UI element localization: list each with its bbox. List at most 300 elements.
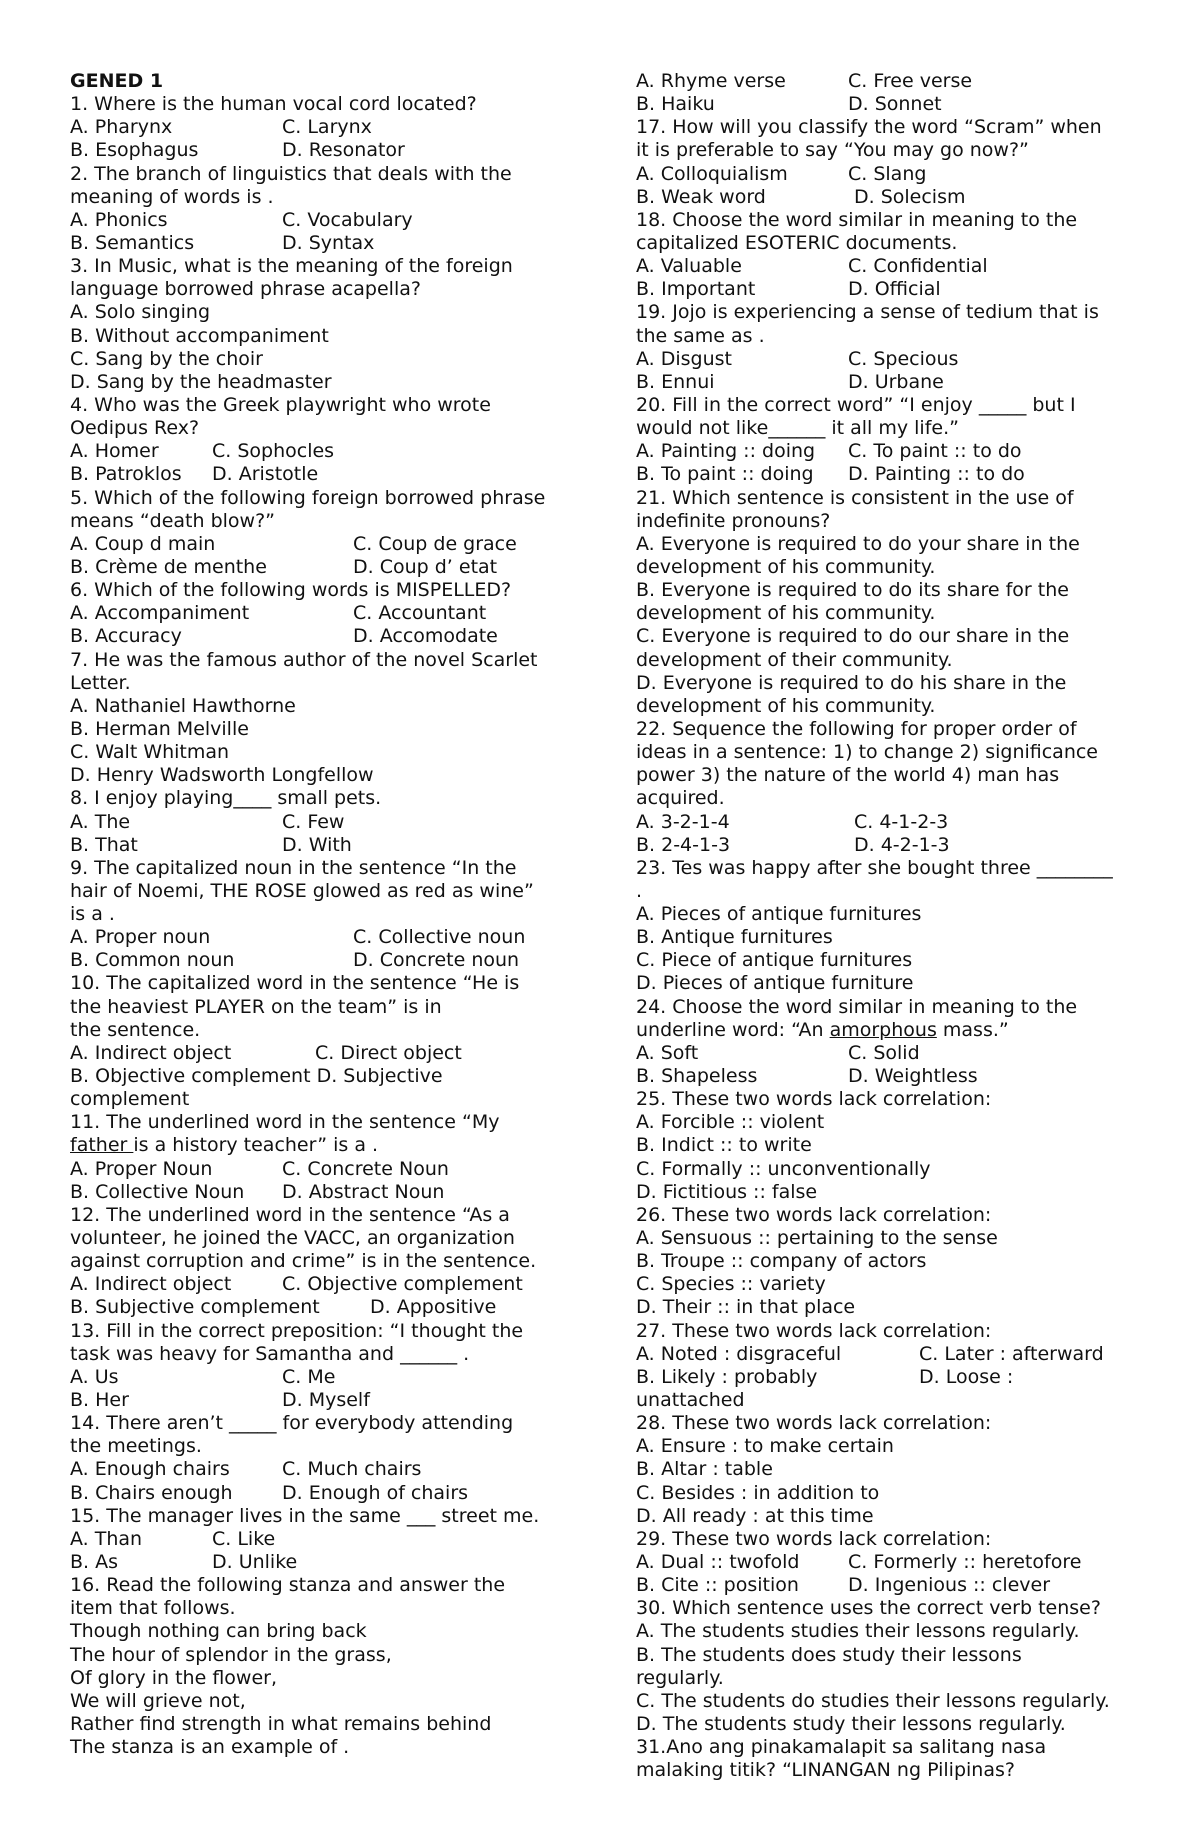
option-text: C. Concrete Noun	[282, 1157, 449, 1180]
line-text: C. Species :: variety	[636, 1273, 826, 1296]
right-line	[636, 1620, 1146, 1643]
line-text: B. Her	[70, 1389, 129, 1412]
line-text: 10. The capitalized word in the sentence “He is	[70, 972, 520, 995]
line-text: 31.Ano ang pinakamalapit sa salitang nasa	[636, 1736, 1047, 1759]
right-line	[636, 394, 1146, 417]
line-text: A. Rhyme verse	[636, 70, 786, 92]
line-text: A. Sensuous :: pertaining to the sense	[636, 1227, 998, 1250]
line-text: 21. Which sentence is consistent in the use of	[636, 486, 1074, 509]
line-text: A. 3-2-1-4	[636, 810, 730, 833]
left-line	[70, 1713, 580, 1736]
line-text: D. Sang by the headmaster	[70, 370, 332, 393]
line-text: B. Without accompaniment	[70, 324, 329, 347]
line-text: C. Everyone is required to do our share in the	[636, 625, 1070, 648]
right-line	[636, 1759, 1146, 1782]
line-text: A. Than	[70, 1527, 143, 1550]
line-text: B. Semantics	[70, 231, 195, 254]
line-text: A. Ensure : to make certain	[636, 1435, 894, 1458]
line-text: D. All ready : at this time	[636, 1504, 874, 1527]
option-text: D. Abstract Noun	[282, 1180, 445, 1203]
line-text: D. The students study their lessons regularly.	[636, 1712, 1066, 1735]
left-line	[70, 1019, 580, 1042]
line-text: meaning of words is .	[70, 185, 274, 208]
option-text: D. Aristotle	[212, 463, 319, 486]
line-text: B. Herman Melville	[70, 717, 249, 740]
left-line	[70, 1667, 580, 1690]
line-text: complement	[70, 1088, 190, 1111]
right-line	[636, 579, 1146, 602]
right-line	[636, 741, 1146, 764]
right-line	[636, 834, 1146, 857]
right-line	[636, 811, 1146, 834]
right-line	[636, 348, 1146, 371]
right-line	[636, 1366, 1146, 1389]
right-line	[636, 1644, 1146, 1667]
right-line	[636, 1227, 1146, 1250]
left-line	[70, 602, 580, 625]
left-line	[70, 649, 580, 672]
left-line	[70, 996, 580, 1019]
line-text: A. Proper noun	[70, 926, 211, 949]
line-text: B. Weak word	[636, 185, 766, 208]
right-column	[636, 70, 1146, 1782]
line-text: C. Walt Whitman	[70, 741, 230, 764]
right-line	[636, 1505, 1146, 1528]
option-text: C. Few	[282, 810, 345, 833]
line-text: A. Proper Noun	[70, 1157, 213, 1180]
right-line	[636, 718, 1146, 741]
line-text: A. Forcible :: violent	[636, 1111, 825, 1134]
right-line	[636, 1065, 1146, 1088]
left-line	[70, 1644, 580, 1667]
right-line	[636, 926, 1146, 949]
left-line	[70, 1574, 580, 1597]
left-line	[70, 1250, 580, 1273]
left-line	[70, 463, 580, 486]
right-line	[636, 139, 1146, 162]
option-text: D. Sonnet	[848, 93, 942, 116]
right-line	[636, 209, 1146, 232]
right-line	[636, 1597, 1146, 1620]
option-text: D. Appositive	[370, 1296, 497, 1319]
left-line	[70, 487, 580, 510]
line-text: B. Haiku	[636, 93, 715, 116]
right-line	[636, 1134, 1146, 1157]
line-text: A. Colloquialism	[636, 162, 788, 185]
line-text: 13. Fill in the correct preposition: “I thought the	[70, 1319, 524, 1342]
right-line	[636, 602, 1146, 625]
option-text: D. Weightless	[848, 1065, 978, 1088]
line-text: B. Likely : probably	[636, 1365, 818, 1388]
option-text: C. Formerly :: heretofore	[848, 1551, 1082, 1573]
line-text: B. Patroklos	[70, 463, 182, 486]
option-text: C. Accountant	[353, 602, 487, 625]
line-text: D. Fictitious :: false	[636, 1180, 818, 1203]
line-text: D. Henry Wadsworth Longfellow	[70, 764, 374, 787]
line-text: B. Shapeless	[636, 1065, 758, 1088]
left-line	[70, 1042, 580, 1065]
line-text: 14. There aren’t _____ for everybody attending	[70, 1412, 514, 1435]
right-line	[636, 1204, 1146, 1227]
left-line	[70, 1505, 580, 1528]
line-text: B. Troupe :: company of actors	[636, 1250, 927, 1273]
right-line	[636, 1482, 1146, 1505]
line-text: B. Collective Noun	[70, 1180, 245, 1203]
left-line	[70, 1088, 580, 1111]
line-text: GENED 1	[70, 70, 164, 92]
option-text: C. Free verse	[848, 70, 973, 92]
right-line	[636, 116, 1146, 139]
option-text: D. Loose :	[919, 1365, 1014, 1388]
underlined-word: amorphous	[829, 1018, 937, 1041]
line-text: D. Pieces of antique furniture	[636, 972, 914, 995]
line-text: A. Indirect object	[70, 1041, 232, 1064]
line-text: 5. Which of the following foreign borrowed phrase	[70, 486, 546, 509]
line-text: B. Important	[636, 278, 756, 301]
line-text: 27. These two words lack correlation:	[636, 1319, 992, 1342]
line-text: 4. Who was the Greek playwright who wrote	[70, 393, 491, 416]
right-line	[636, 1458, 1146, 1481]
line-text: Letter.	[70, 671, 131, 694]
line-text: C. Besides : in addition to	[636, 1481, 880, 1504]
line-text: B. 2-4-1-3	[636, 833, 731, 856]
line-text: A. Dual :: twofold	[636, 1551, 800, 1573]
line-text: D. Their :: in that place	[636, 1296, 856, 1319]
line-text: 28. These two words lack correlation:	[636, 1412, 992, 1435]
page-title	[70, 70, 580, 93]
right-line	[636, 1690, 1146, 1713]
right-line	[636, 1389, 1146, 1412]
left-line	[70, 556, 580, 579]
option-text: D. Accomodate	[353, 625, 498, 648]
right-line	[636, 1736, 1146, 1759]
line-text: the meetings.	[70, 1435, 202, 1458]
line-text: regularly.	[636, 1666, 724, 1689]
line-text: B. Everyone is required to do its share for the	[636, 579, 1069, 602]
left-line	[70, 1597, 580, 1620]
line-text: 19. Jojo is experiencing a sense of tedium that is	[636, 301, 1099, 324]
right-line	[636, 695, 1146, 718]
left-line	[70, 186, 580, 209]
line-text: hair of Noemi, THE ROSE glowed as red as wine”	[70, 879, 534, 902]
line-text: unattached	[636, 1389, 745, 1412]
line-text: A. Everyone is required to do your share in the	[636, 532, 1080, 555]
right-line	[636, 1667, 1146, 1690]
left-line	[70, 1435, 580, 1458]
line-text: 17. How will you classify the word “Scram” when	[636, 116, 1102, 139]
left-line	[70, 232, 580, 255]
line-text: B. As	[70, 1551, 119, 1573]
left-line	[70, 949, 580, 972]
right-line	[636, 880, 1146, 903]
line-text: A. Valuable	[636, 255, 742, 278]
line-text: the sentence.	[70, 1018, 201, 1041]
right-line	[636, 672, 1146, 695]
option-text: C. Sophocles	[212, 440, 335, 463]
line-text: A. Disgust	[636, 347, 733, 370]
line-text: Oedipus Rex?	[70, 417, 200, 440]
left-line	[70, 1551, 580, 1574]
line-text: .	[636, 879, 643, 902]
right-line	[636, 857, 1146, 880]
right-line	[636, 463, 1146, 486]
line-text: C. The students do studies their lessons regularly.	[636, 1689, 1110, 1712]
line-text: A. Pieces of antique furnitures	[636, 903, 922, 926]
option-text: C. Confidential	[848, 255, 988, 278]
line-text: 16. Read the following stanza and answer the	[70, 1574, 506, 1597]
right-line	[636, 972, 1146, 995]
left-line	[70, 1736, 580, 1759]
option-text: D. Myself	[282, 1389, 370, 1412]
left-line	[70, 672, 580, 695]
line-text: 7. He was the famous author of the novel Scarlet	[70, 648, 538, 671]
left-line	[70, 695, 580, 718]
left-line	[70, 1158, 580, 1181]
left-line	[70, 1620, 580, 1643]
left-line	[70, 1181, 580, 1204]
line-text: B. Cite :: position	[636, 1574, 799, 1597]
line-text: A. Homer	[70, 440, 159, 463]
left-line	[70, 163, 580, 186]
left-line	[70, 718, 580, 741]
line-text: 15. The manager lives in the same ___ street me.	[70, 1504, 540, 1527]
right-line	[636, 232, 1146, 255]
line-text: C. Formally :: unconventionally	[636, 1157, 931, 1180]
line-text: B. Antique furnitures	[636, 926, 833, 949]
line-text: A. Soft	[636, 1041, 699, 1064]
line-text: task was heavy for Samantha and ______ .	[70, 1342, 470, 1365]
left-line	[70, 1482, 580, 1505]
line-text: underline word: “An	[636, 1018, 830, 1041]
line-text: A. Solo singing	[70, 301, 211, 324]
right-line	[636, 93, 1146, 116]
left-line	[70, 903, 580, 926]
right-line	[636, 325, 1146, 348]
option-text: C. Me	[282, 1365, 336, 1388]
right-line	[636, 1412, 1146, 1435]
option-text: C. 4-1-2-3	[854, 810, 949, 833]
option-text: D. Urbane	[848, 370, 944, 393]
line-text: 3. In Music, what is the meaning of the foreign	[70, 255, 513, 278]
line-text: Of glory in the flower,	[70, 1666, 277, 1689]
line-text: it is preferable to say “You may go now?”	[636, 139, 1029, 162]
line-text: volunteer, he joined the VACC, an organization	[70, 1227, 515, 1250]
line-text: C. Piece of antique furnitures	[636, 949, 913, 972]
line-text: 6. Which of the following words is MISPELLED?	[70, 579, 512, 602]
left-line	[70, 579, 580, 602]
line-text: 23. Tes was happy after she bought three ________	[636, 856, 1113, 879]
right-line	[636, 1320, 1146, 1343]
line-text: would not like______ it all my life.”	[636, 417, 959, 440]
left-line	[70, 1204, 580, 1227]
left-line	[70, 1111, 580, 1134]
right-line	[636, 1250, 1146, 1273]
line-text: capitalized ESOTERIC documents.	[636, 231, 958, 254]
option-text: C. Specious	[848, 347, 959, 370]
option-text: D. Unlike	[212, 1551, 298, 1573]
option-text: D. Painting :: to do	[848, 463, 1025, 486]
left-line	[70, 1458, 580, 1481]
line-text: 8. I enjoy playing____ small pets.	[70, 787, 382, 810]
left-line	[70, 139, 580, 162]
line-text: 24. Choose the word similar in meaning to the	[636, 995, 1078, 1018]
line-text: 29. These two words lack correlation:	[636, 1527, 992, 1550]
line-text: 22. Sequence the following for proper order of	[636, 717, 1077, 740]
right-line	[636, 278, 1146, 301]
left-line	[70, 1134, 580, 1157]
line-text: the same as .	[636, 324, 765, 347]
right-line	[636, 1111, 1146, 1134]
line-text: B. Ennui	[636, 370, 715, 393]
line-text: 9. The capitalized noun in the sentence “In the	[70, 856, 517, 879]
line-text: development of their community.	[636, 648, 953, 671]
line-text: mass.”	[936, 1018, 1009, 1041]
line-text: The stanza is an example of .	[70, 1736, 350, 1759]
left-line	[70, 972, 580, 995]
right-line	[636, 1273, 1146, 1296]
line-text: B. The students does study their lessons	[636, 1643, 1022, 1666]
left-line	[70, 741, 580, 764]
line-text: means “death blow?”	[70, 509, 276, 532]
left-line	[70, 926, 580, 949]
right-line	[636, 1088, 1146, 1111]
line-text: B. Common noun	[70, 949, 235, 972]
line-text: ideas in a sentence: 1) to change 2) significance	[636, 741, 1098, 764]
line-text: A. Noted : disgraceful	[636, 1342, 842, 1365]
right-line	[636, 787, 1146, 810]
line-text: A. Indirect object	[70, 1273, 232, 1296]
left-line	[70, 1227, 580, 1250]
right-line	[636, 510, 1146, 533]
line-text: The hour of splendor in the grass,	[70, 1643, 392, 1666]
line-text: B. Esophagus	[70, 139, 199, 162]
line-text: C. Sang by the choir	[70, 347, 263, 370]
line-text: B. Altar : table	[636, 1458, 773, 1481]
right-line	[636, 1042, 1146, 1065]
option-text: C. Larynx	[282, 116, 372, 139]
line-text: is a history teacher” is a .	[133, 1134, 379, 1157]
left-line	[70, 1320, 580, 1343]
line-text: We will grieve not,	[70, 1689, 246, 1712]
line-text: against corruption and crime” is in the sentence.	[70, 1250, 537, 1273]
right-line	[636, 186, 1146, 209]
left-line	[70, 278, 580, 301]
left-line	[70, 440, 580, 463]
line-text: 11. The underlined word in the sentence “My	[70, 1111, 500, 1134]
line-text: A. Coup d main	[70, 532, 216, 555]
line-text: 30. Which sentence uses the correct verb tense?	[636, 1597, 1101, 1620]
left-line	[70, 255, 580, 278]
left-line	[70, 1528, 580, 1551]
option-text: D. Enough of chairs	[282, 1481, 469, 1504]
left-line	[70, 857, 580, 880]
line-text: A. The students studies their lessons regularly.	[636, 1620, 1080, 1643]
right-line	[636, 1296, 1146, 1319]
right-line	[636, 996, 1146, 1019]
line-text: 12. The underlined word in the sentence “As a	[70, 1203, 510, 1226]
line-text: A. Phonics	[70, 208, 168, 231]
right-line	[636, 1574, 1146, 1597]
right-line	[636, 1158, 1146, 1181]
right-line	[636, 1435, 1146, 1458]
right-line	[636, 255, 1146, 278]
left-line	[70, 1389, 580, 1412]
line-text: 20. Fill in the correct word” “I enjoy _____ but I	[636, 393, 1076, 416]
left-line	[70, 510, 580, 533]
line-text: B. Chairs enough	[70, 1481, 233, 1504]
line-text: B. That	[70, 833, 138, 856]
right-line	[636, 163, 1146, 186]
line-text: B. To paint :: doing	[636, 463, 814, 486]
left-line	[70, 1366, 580, 1389]
line-text: B. Indict :: to write	[636, 1134, 812, 1157]
option-text: C. Slang	[848, 162, 927, 185]
left-line	[70, 834, 580, 857]
left-line	[70, 880, 580, 903]
right-line	[636, 764, 1146, 787]
line-text: A. Accompaniment	[70, 602, 250, 625]
right-line	[636, 903, 1146, 926]
left-line	[70, 1690, 580, 1713]
left-line	[70, 1273, 580, 1296]
option-text: D. 4-2-1-3	[854, 833, 950, 856]
line-text: B. Accuracy	[70, 625, 182, 648]
right-line	[636, 649, 1146, 672]
left-column	[70, 70, 580, 1759]
left-line	[70, 371, 580, 394]
left-line	[70, 764, 580, 787]
option-text: C. Much chairs	[282, 1458, 422, 1481]
right-line	[636, 440, 1146, 463]
option-text: C. Direct object	[315, 1041, 462, 1064]
underlined-word: father	[70, 1134, 134, 1157]
right-line	[636, 1528, 1146, 1551]
line-text: A. Pharynx	[70, 116, 173, 139]
option-text: D. Official	[848, 278, 941, 301]
left-line	[70, 1412, 580, 1435]
line-text: malaking titik? “LINANGAN ng Pilipinas?	[636, 1759, 1015, 1782]
line-text: D. Everyone is required to do his share in the	[636, 671, 1067, 694]
option-text: C. Vocabulary	[282, 208, 413, 231]
line-text: B. Subjective complement	[70, 1296, 320, 1319]
line-text: 2. The branch of linguistics that deals with the	[70, 162, 512, 185]
left-line	[70, 394, 580, 417]
line-text: A. Nathaniel Hawthorne	[70, 694, 296, 717]
option-text: D. Solecism	[854, 185, 966, 208]
right-line	[636, 301, 1146, 324]
right-line	[636, 625, 1146, 648]
left-line	[70, 93, 580, 116]
right-line	[636, 371, 1146, 394]
option-text: C. Later : afterward	[919, 1342, 1104, 1365]
right-line	[636, 1181, 1146, 1204]
left-line	[70, 325, 580, 348]
line-text: power 3) the nature of the world 4) man has	[636, 764, 1060, 787]
line-text: the heaviest PLAYER on the team” is in	[70, 995, 442, 1018]
line-text: development of his community.	[636, 555, 936, 578]
left-line	[70, 1343, 580, 1366]
option-text: D. Resonator	[282, 139, 405, 162]
line-text: language borrowed phrase acapella?	[70, 278, 421, 301]
right-line	[636, 1713, 1146, 1736]
option-text: C. Solid	[848, 1041, 920, 1064]
line-text: 26. These two words lack correlation:	[636, 1203, 992, 1226]
option-text: C. Coup de grace	[353, 532, 517, 555]
option-text: C. Collective noun	[353, 926, 526, 949]
right-line	[636, 556, 1146, 579]
line-text: Rather find strength in what remains behind	[70, 1712, 492, 1735]
option-text: D. Concrete noun	[353, 949, 520, 972]
